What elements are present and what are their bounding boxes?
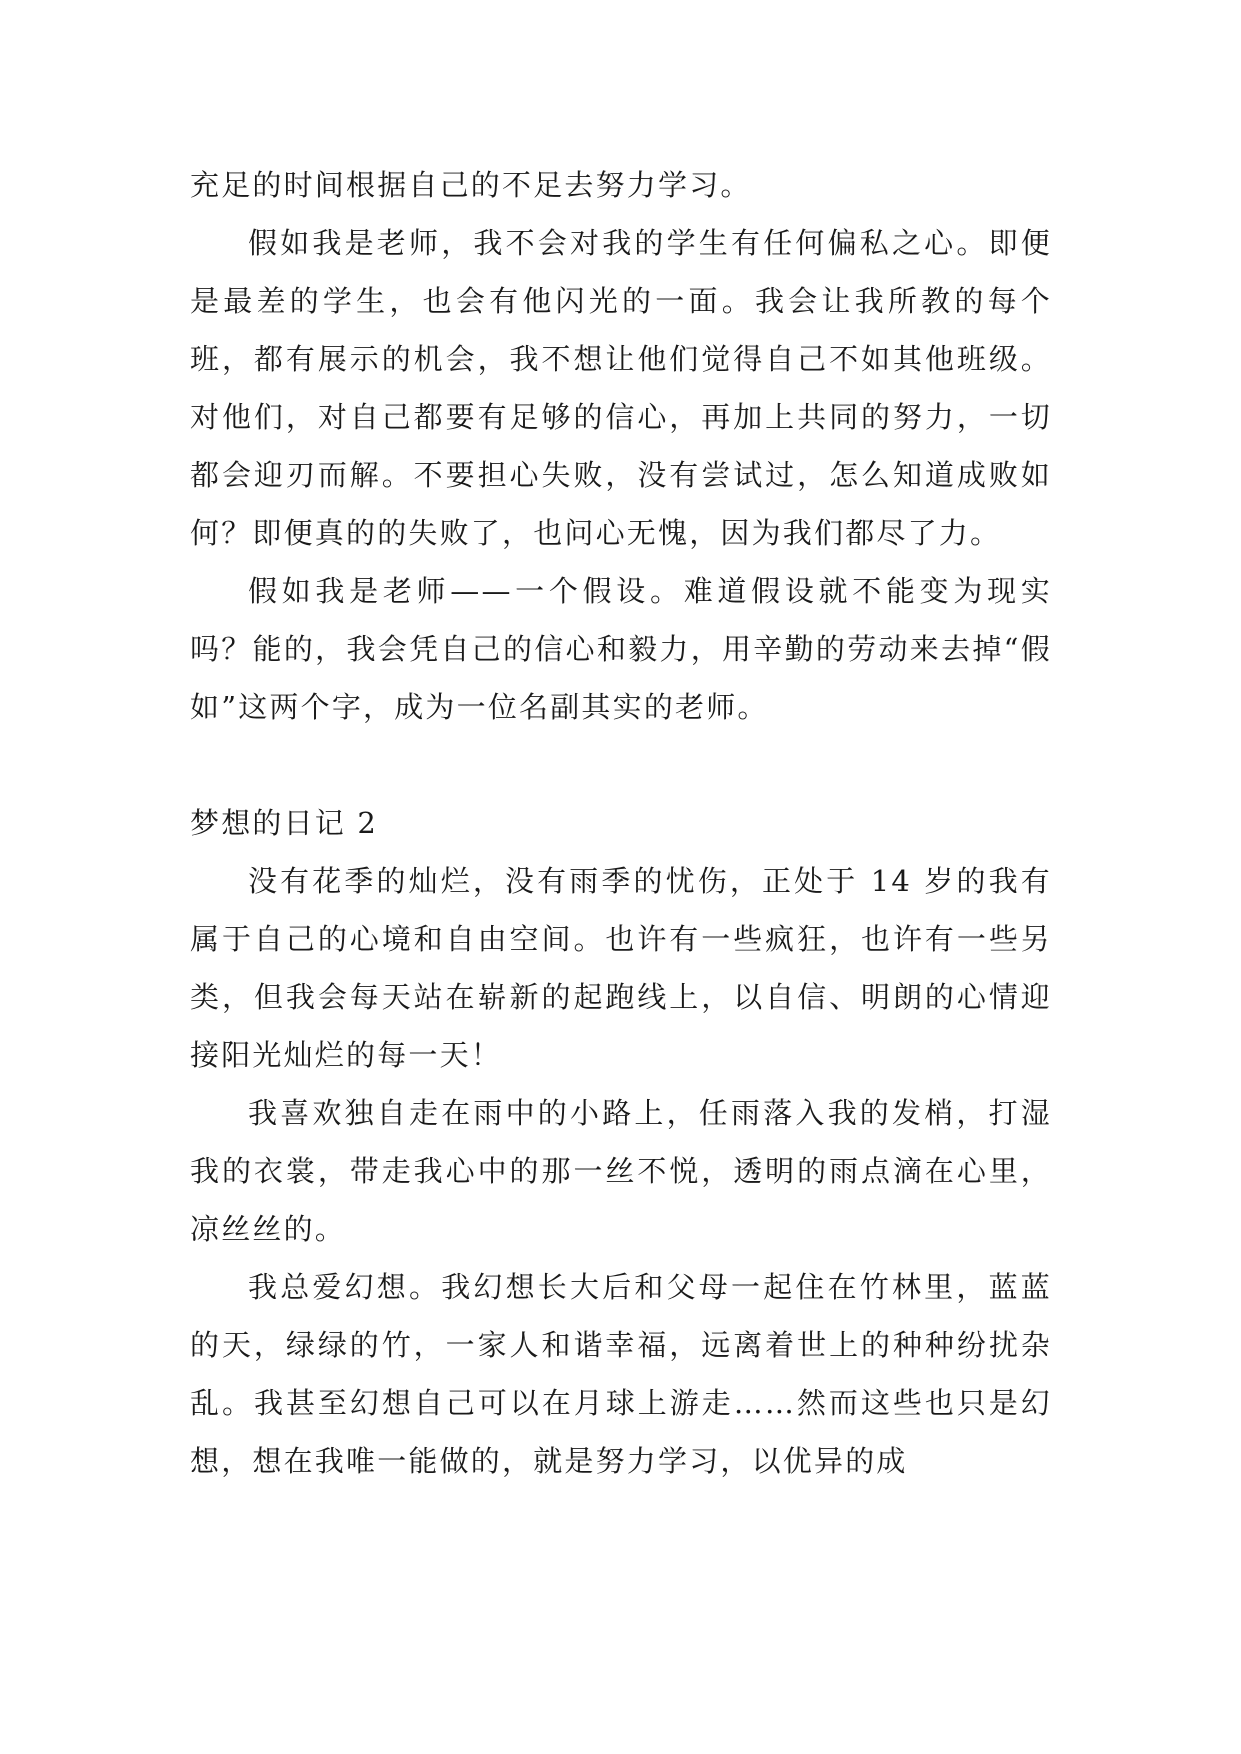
continuation-paragraph: 充足的时间根据自己的不足去努力学习。 [190,168,752,202]
teacher-paragraph-2: 假如我是老师——一个假设。难道假设就不能变为现实吗？能的，我会凭自己的信心和毅力，用辛勤的劳动来去掉“假如”这两个字，成为一位名副其实的老师。 [190,574,1052,724]
teacher-paragraph-1: 假如我是老师，我不会对我的学生有任何偏私之心。即便是最差的学生，也会有他闪光的一面。我会让我所教的每个班，都有展示的机会，我不想让他们觉得自己不如其他班级。对他们，对自己都要有足够的信心，再加上共同的努力，一切都会迎刃而解。不要担心失败，没有尝试过，怎么知道成败如何？即便真的的失败了，也问心无愧，因为我们都尽了力。 [190,226,1052,550]
section-title: 梦想的日记 2 [190,806,379,840]
diary-paragraph-3: 我总爱幻想。我幻想长大后和父母一起住在竹林里，蓝蓝的天，绿绿的竹，一家人和谐幸福，远离着世上的种种纷扰杂乱。我甚至幻想自己可以在月球上游走……然而这些也只是幻想，想在我唯一能做的，就是努力学习，以优异的成 [190,1270,1052,1478]
diary-paragraph-1: 没有花季的灿烂，没有雨季的忧伤，正处于 14 岁的我有属于自己的心境和自由空间。也许有一些疯狂，也许有一些另类，但我会每天站在崭新的起跑线上，以自信、明朗的心情迎接阳光灿烂的每一天！ [190,864,1052,1072]
document-body [190,156,1052,1490]
diary-paragraph-2: 我喜欢独自走在雨中的小路上，任雨落入我的发梢，打湿我的衣裳，带走我心中的那一丝不悦，透明的雨点滴在心里，凉丝丝的。 [190,1096,1052,1246]
